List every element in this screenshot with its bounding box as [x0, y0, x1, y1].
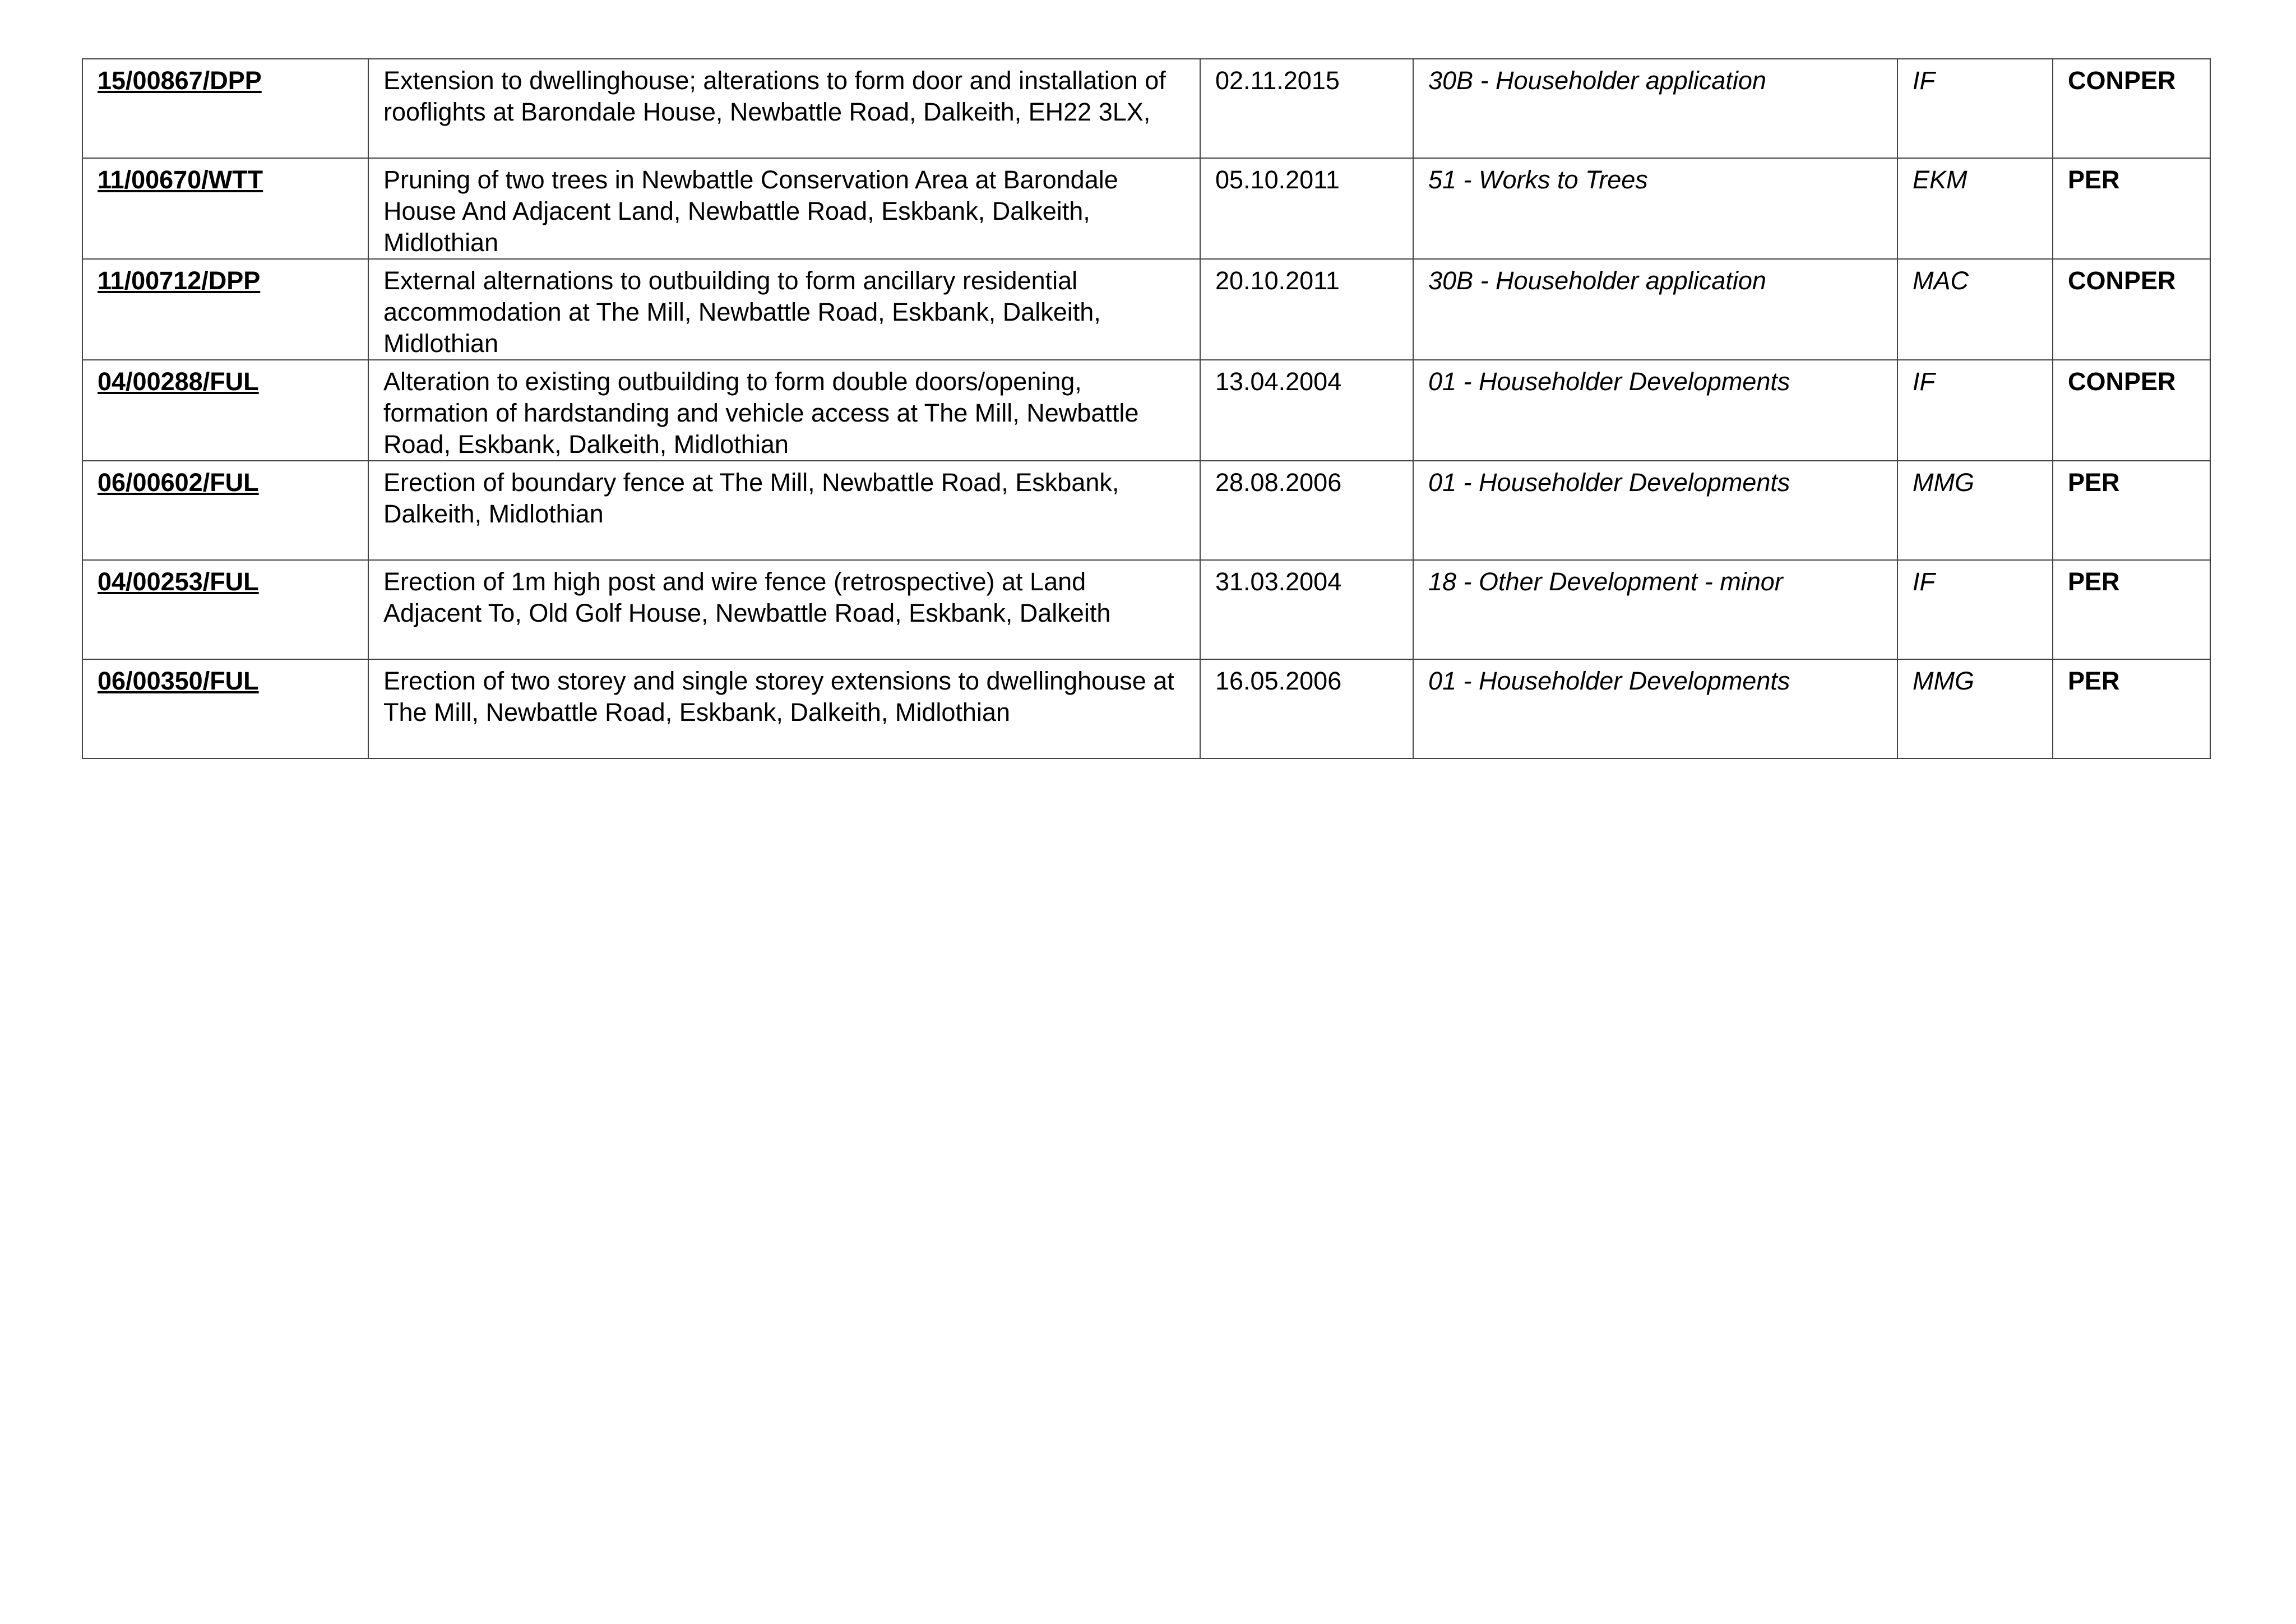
officer-cell: IF: [1897, 360, 2053, 461]
application-reference-link[interactable]: 06/00350/FUL: [98, 667, 259, 695]
reference-cell: [82, 158, 368, 259]
table-row: [82, 560, 2210, 659]
application-type-cell: 30B - Householder application: [1413, 59, 1897, 158]
application-reference-link[interactable]: 11/00670/WTT: [98, 165, 263, 194]
table-row: [82, 259, 2210, 360]
date-cell: 16.05.2006: [1200, 659, 1413, 758]
date-cell: 13.04.2004: [1200, 360, 1413, 461]
application-type-cell: 51 - Works to Trees: [1413, 158, 1897, 259]
officer-cell: MAC: [1897, 259, 2053, 360]
reference-cell: [82, 659, 368, 758]
application-reference-link[interactable]: 15/00867/DPP: [98, 66, 262, 95]
application-type-cell: 18 - Other Development - minor: [1413, 560, 1897, 659]
date-cell: 02.11.2015: [1200, 59, 1413, 158]
reference-cell: [82, 461, 368, 560]
description-cell: Extension to dwellinghouse; alterations to form door and installation of rooflights at Barondale House, Newbattle Road, Dalkeith, EH22 3LX,: [368, 59, 1200, 158]
reference-cell: [82, 259, 368, 360]
officer-cell: IF: [1897, 59, 2053, 158]
application-type-cell: 30B - Householder application: [1413, 259, 1897, 360]
application-type-cell: 01 - Householder Developments: [1413, 659, 1897, 758]
officer-cell: MMG: [1897, 659, 2053, 758]
date-cell: 05.10.2011: [1200, 158, 1413, 259]
table-body: [82, 59, 2210, 758]
table-row: [82, 360, 2210, 461]
officer-cell: EKM: [1897, 158, 2053, 259]
application-type-cell: 01 - Householder Developments: [1413, 461, 1897, 560]
decision-cell: CONPER: [2053, 360, 2210, 461]
application-reference-link[interactable]: 06/00602/FUL: [98, 468, 259, 497]
planning-applications-table: [82, 58, 2211, 759]
reference-cell: [82, 360, 368, 461]
decision-cell: PER: [2053, 461, 2210, 560]
table-row: [82, 59, 2210, 158]
description-cell: External alternations to outbuilding to form ancillary residential accommodation at The Mill, Newbattle Road, Eskbank, Dalkeith, Midlothian: [368, 259, 1200, 360]
reference-cell: [82, 59, 368, 158]
date-cell: 20.10.2011: [1200, 259, 1413, 360]
application-type-cell: 01 - Householder Developments: [1413, 360, 1897, 461]
table-row: [82, 461, 2210, 560]
application-reference-link[interactable]: 04/00253/FUL: [98, 567, 259, 596]
application-reference-link[interactable]: 04/00288/FUL: [98, 367, 259, 396]
decision-cell: PER: [2053, 158, 2210, 259]
decision-cell: PER: [2053, 659, 2210, 758]
table-row: [82, 158, 2210, 259]
description-cell: Alteration to existing outbuilding to form double doors/opening, formation of hardstanding and vehicle access at The Mill, Newbattle Road, Eskbank, Dalkeith, Midlothian: [368, 360, 1200, 461]
date-cell: 28.08.2006: [1200, 461, 1413, 560]
decision-cell: CONPER: [2053, 59, 2210, 158]
description-cell: Pruning of two trees in Newbattle Conservation Area at Barondale House And Adjacent Land, Newbattle Road, Eskbank, Dalkeith, Midlothian: [368, 158, 1200, 259]
table-row: [82, 659, 2210, 758]
application-reference-link[interactable]: 11/00712/DPP: [98, 266, 261, 295]
description-cell: Erection of boundary fence at The Mill, Newbattle Road, Eskbank, Dalkeith, Midlothian: [368, 461, 1200, 560]
date-cell: 31.03.2004: [1200, 560, 1413, 659]
description-cell: Erection of 1m high post and wire fence (retrospective) at Land Adjacent To, Old Golf House, Newbattle Road, Eskbank, Dalkeith: [368, 560, 1200, 659]
description-cell: Erection of two storey and single storey extensions to dwellinghouse at The Mill, Newbattle Road, Eskbank, Dalkeith, Midlothian: [368, 659, 1200, 758]
decision-cell: PER: [2053, 560, 2210, 659]
officer-cell: MMG: [1897, 461, 2053, 560]
officer-cell: IF: [1897, 560, 2053, 659]
decision-cell: CONPER: [2053, 259, 2210, 360]
reference-cell: [82, 560, 368, 659]
